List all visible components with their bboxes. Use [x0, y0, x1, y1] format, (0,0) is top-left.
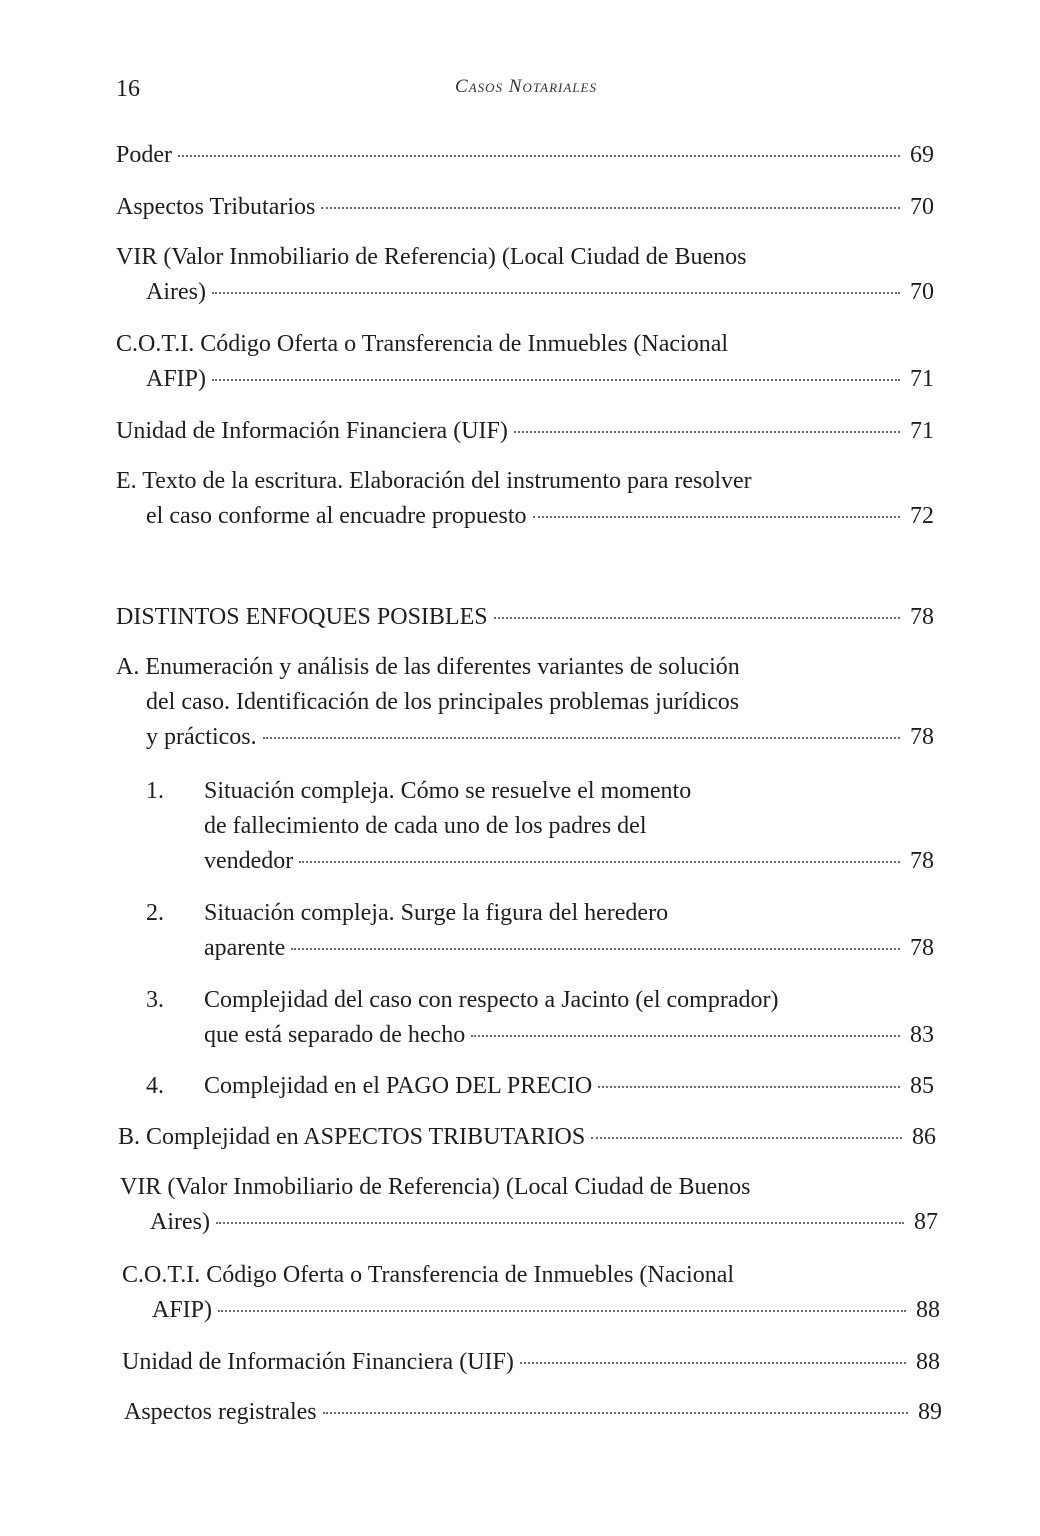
toc-entry [116, 327, 934, 397]
toc-subentry [116, 1069, 934, 1104]
toc-entry-title-continued: AFIP) [152, 1297, 213, 1323]
toc-entry-title-continued: AFIP) [146, 366, 207, 392]
toc-page-number: 72 [910, 503, 934, 529]
toc-page-number: 89 [918, 1399, 942, 1425]
toc-page-number: 70 [910, 279, 934, 305]
toc-page-number: 83 [910, 1022, 934, 1048]
toc-entry-title: Aspectos registrales [124, 1399, 317, 1425]
leader-dots [494, 617, 900, 619]
toc-subentry-number: 1. [146, 778, 164, 804]
leader-dots [263, 737, 900, 739]
toc-entry-title-continued: que está separado de hecho [204, 1022, 466, 1048]
toc-entry [122, 1258, 940, 1328]
toc-entry-title: Unidad de Información Financiera (UIF) [122, 1349, 514, 1375]
leader-dots [212, 292, 900, 294]
leader-dots [212, 379, 900, 381]
toc-page-number: 71 [910, 418, 934, 444]
leader-dots [533, 516, 901, 518]
page-number: 16 [116, 76, 140, 102]
toc-entry-title: Unidad de Información Financiera (UIF) [116, 418, 508, 444]
toc-entry-title: E. Texto de la escritura. Elaboración del instrumento para resolver [116, 468, 752, 494]
toc-subentry [116, 896, 934, 966]
toc-section-entry [116, 600, 934, 635]
toc-entry-title-continued: aparente [204, 935, 286, 961]
toc-entry [116, 240, 934, 310]
toc-entry-title: Situación compleja. Cómo se resuelve el momento [204, 778, 692, 804]
toc-page-number: 78 [910, 935, 934, 961]
toc-page-number: 86 [912, 1124, 936, 1150]
toc-entry-title: VIR (Valor Inmobiliario de Referencia) (Local Ciudad de Buenos [120, 1174, 751, 1200]
leader-dots [520, 1362, 906, 1364]
leader-dots [471, 1035, 900, 1037]
toc-subentry [116, 774, 934, 879]
toc-entry [116, 650, 934, 755]
toc-entry [116, 190, 934, 225]
toc-entry [116, 464, 934, 534]
toc-page-number: 71 [910, 366, 934, 392]
toc-subentry [116, 983, 934, 1053]
toc-entry-title: A. Enumeración y análisis de las diferentes variantes de solución [116, 654, 740, 680]
leader-dots [514, 431, 900, 433]
leader-dots [299, 861, 900, 863]
toc-entry-title-continued: Aires) [150, 1209, 210, 1235]
toc-entry-title: Situación compleja. Surge la figura del heredero [204, 900, 669, 926]
toc-subentry-number: 3. [146, 987, 164, 1013]
toc-entry-title-continued: del caso. Identificación de los principales problemas jurídicos [146, 689, 740, 715]
toc-entry [122, 1345, 940, 1380]
leader-dots [591, 1137, 902, 1139]
toc-entry-title: Complejidad en el PAGO DEL PRECIO [204, 1073, 593, 1099]
toc-entry-title-continued: vendedor [204, 848, 294, 874]
toc-subentry-number: 2. [146, 900, 164, 926]
toc-entry-title-continued: el caso conforme al encuadre propuesto [146, 503, 527, 529]
toc-entry-title-continued: y prácticos. [146, 724, 257, 750]
toc-entry-title: B. Complejidad en ASPECTOS TRIBUTARIOS [118, 1124, 586, 1150]
toc-entry-title: Poder [116, 142, 172, 168]
toc-entry [120, 1170, 938, 1240]
toc-page-number: 85 [910, 1073, 934, 1099]
toc-entry [116, 414, 934, 449]
toc-page-number: 78 [910, 604, 934, 630]
toc-page-number: 78 [910, 848, 934, 874]
running-title: Casos Notariales [455, 76, 597, 97]
toc-entry [118, 1120, 936, 1155]
leader-dots [218, 1310, 906, 1312]
toc-entry-title-continued: Aires) [146, 279, 206, 305]
toc-page-number: 70 [910, 194, 934, 220]
toc-page-number: 88 [916, 1297, 940, 1323]
page-header [116, 74, 936, 110]
toc-entry-title: Aspectos Tributarios [116, 194, 316, 220]
toc-entry-title: C.O.T.I. Código Oferta o Transferencia de Inmuebles (Nacional [122, 1262, 735, 1288]
toc-entry-title-continued: de fallecimiento de cada uno de los padres del [204, 813, 647, 839]
toc-page-number: 69 [910, 142, 934, 168]
toc-entry-title: C.O.T.I. Código Oferta o Transferencia de Inmuebles (Nacional [116, 331, 729, 357]
leader-dots [598, 1086, 900, 1088]
toc-entry [124, 1395, 942, 1430]
toc-page-number: 78 [910, 724, 934, 750]
leader-dots [178, 155, 900, 157]
leader-dots [216, 1222, 904, 1224]
leader-dots [323, 1412, 908, 1414]
toc-entry-title: Complejidad del caso con respecto a Jacinto (el comprador) [204, 987, 779, 1013]
toc-entry-title: VIR (Valor Inmobiliario de Referencia) (Local Ciudad de Buenos [116, 244, 747, 270]
toc-page-number: 88 [916, 1349, 940, 1375]
leader-dots [291, 948, 900, 950]
toc-section-title: DISTINTOS ENFOQUES POSIBLES [116, 604, 488, 630]
toc-page-number: 87 [914, 1209, 938, 1235]
leader-dots [321, 207, 900, 209]
toc-subentry-number: 4. [146, 1073, 164, 1099]
toc-entry [116, 138, 934, 173]
